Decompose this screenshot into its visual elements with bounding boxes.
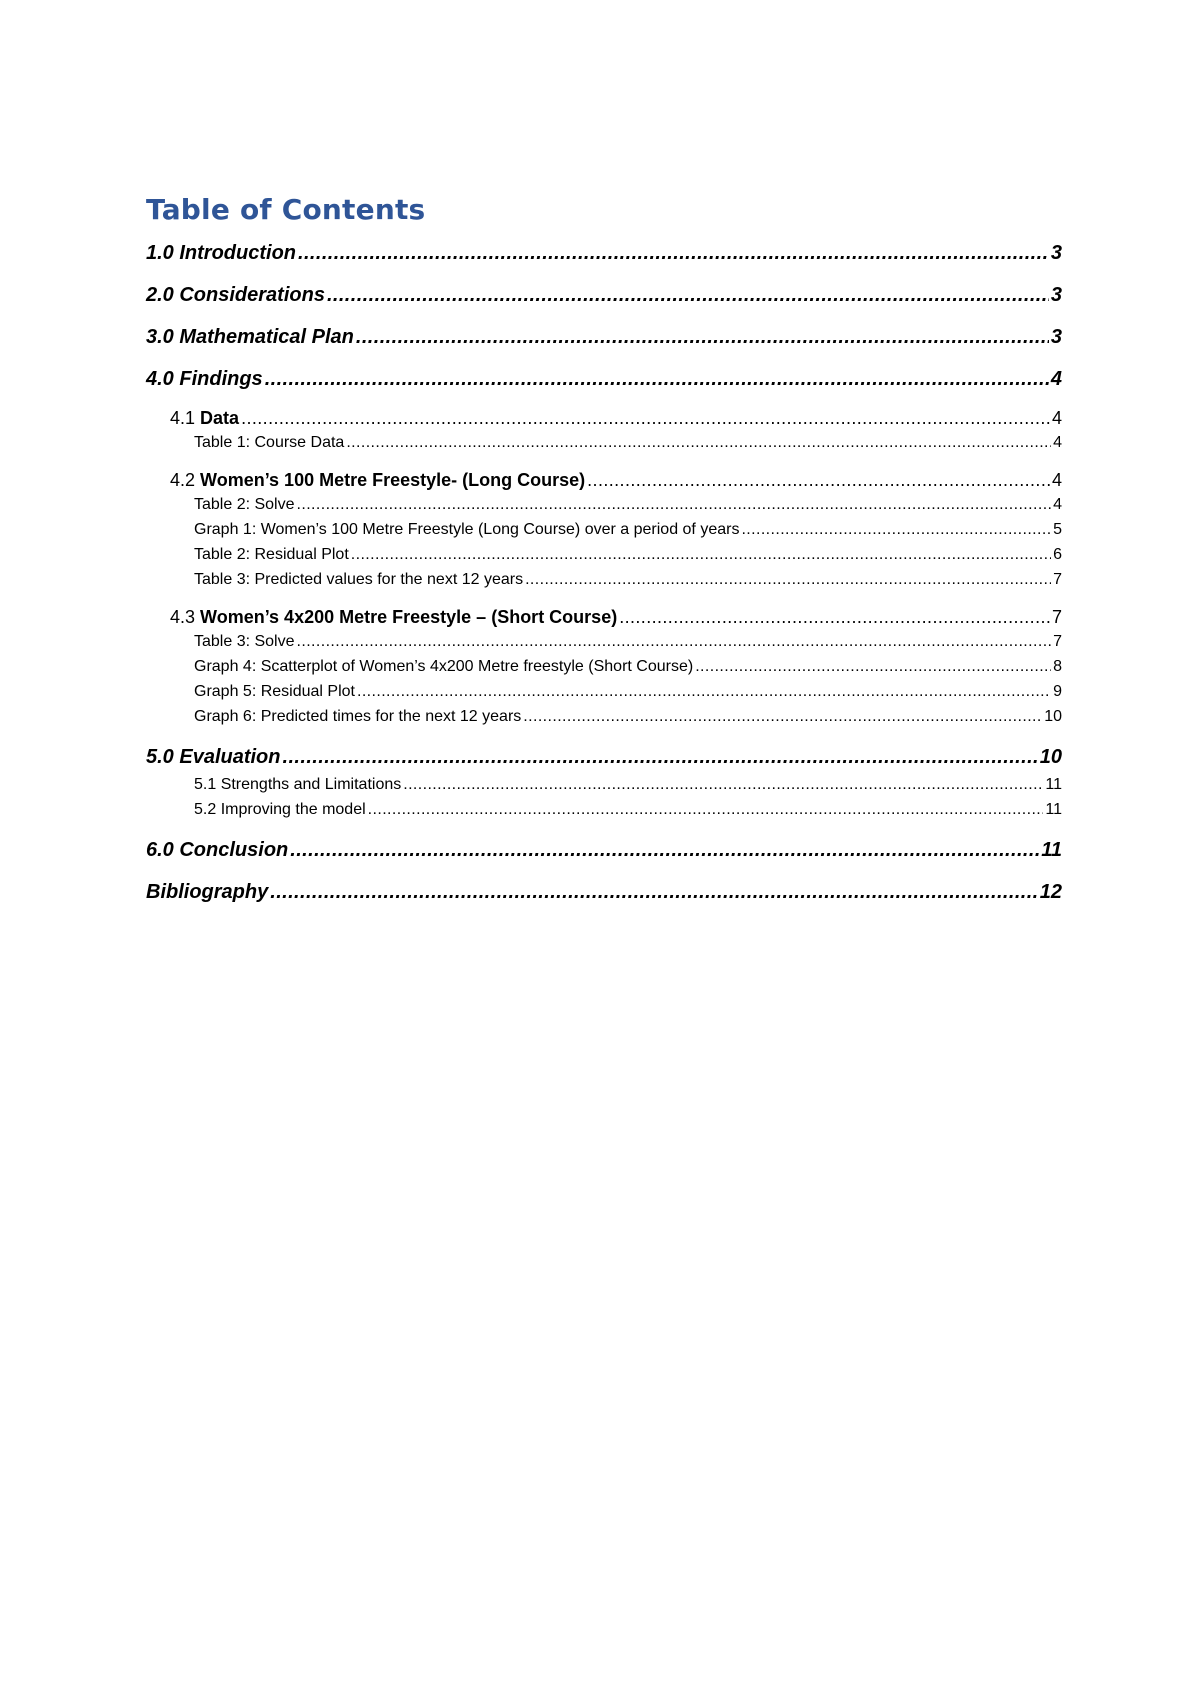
toc-entry-graph-6[interactable] xyxy=(146,706,1062,728)
toc-entry-page: 7 xyxy=(1051,607,1062,627)
toc-entry-label: Women’s 100 Metre Freestyle- (Long Course) xyxy=(200,470,586,490)
toc-leader-dots xyxy=(327,282,1049,308)
toc-leader-dots xyxy=(283,744,1038,770)
toc-entry-strengths-limitations[interactable] xyxy=(146,774,1062,796)
toc-leader-dots xyxy=(346,432,1051,454)
toc-leader-dots xyxy=(525,569,1051,591)
toc-entry-table-3-predicted-values[interactable] xyxy=(146,569,1062,591)
toc-leader-dots xyxy=(351,544,1051,566)
toc-entry-considerations[interactable] xyxy=(146,282,1062,308)
toc-leader-dots xyxy=(587,468,1050,492)
toc-entry-title: Table 2: Residual Plot xyxy=(194,546,349,563)
toc-entry-mathematical-plan[interactable] xyxy=(146,324,1062,350)
toc-entry-title: Graph 4: Scatterplot of Women’s 4x200 Metre freestyle (Short Course) xyxy=(194,658,694,675)
toc-entry-title: Table 3: Solve xyxy=(194,633,295,650)
toc-entry-title: Table 2: Solve xyxy=(194,496,295,513)
toc-entry-page: 10 xyxy=(1039,746,1062,768)
toc-entry-title: 6.0 Conclusion xyxy=(146,839,289,861)
toc-entry-title: Bibliography xyxy=(146,881,269,903)
toc-entry-title xyxy=(170,406,239,430)
toc-entry-page: 4 xyxy=(1051,470,1062,490)
toc-leader-dots xyxy=(297,494,1052,516)
toc-entry-page: 11 xyxy=(1045,801,1062,818)
toc-entry-table-1-course-data[interactable] xyxy=(146,432,1062,454)
toc-entry-page: 3 xyxy=(1050,242,1062,264)
toc-entry-label: Women’s 4x200 Metre Freestyle – (Short Course) xyxy=(200,607,618,627)
toc-entry-graph-4[interactable] xyxy=(146,656,1062,678)
toc-leader-dots xyxy=(265,366,1049,392)
toc-entry-introduction[interactable] xyxy=(146,240,1062,266)
toc-entry-page: 4 xyxy=(1053,496,1062,513)
toc-entry-title: Graph 5: Residual Plot xyxy=(194,683,355,700)
toc-leader-dots xyxy=(695,656,1051,678)
toc-leader-dots xyxy=(241,406,1050,430)
toc-entry-page: 4 xyxy=(1053,434,1062,451)
toc-entry-page: 10 xyxy=(1044,708,1062,725)
toc-leader-dots xyxy=(357,681,1051,703)
toc-entry-findings[interactable] xyxy=(146,366,1062,392)
toc-entry-title: Table 1: Course Data xyxy=(194,434,345,451)
toc-entry-page: 8 xyxy=(1053,658,1062,675)
toc-leader-dots xyxy=(290,837,1039,863)
toc-entry-title: 3.0 Mathematical Plan xyxy=(146,326,354,348)
toc-entry-title xyxy=(170,468,585,492)
toc-entry-improving-model[interactable] xyxy=(146,799,1062,821)
toc-entry-table-2-solve[interactable] xyxy=(146,494,1062,516)
toc-entry-page: 5 xyxy=(1053,521,1062,538)
toc-leader-dots xyxy=(298,240,1049,266)
toc-entry-data[interactable] xyxy=(146,406,1062,430)
toc-entry-table-3-solve[interactable] xyxy=(146,631,1062,653)
toc-entry-title: 4.0 Findings xyxy=(146,368,263,390)
toc-entry-page: 11 xyxy=(1041,839,1062,861)
toc-entry-number: 4.2 xyxy=(170,470,196,490)
toc-entry-label: Data xyxy=(200,408,240,428)
toc-entry-page: 7 xyxy=(1053,633,1062,650)
toc-entry-page: 11 xyxy=(1045,776,1062,793)
toc-leader-dots xyxy=(368,799,1044,821)
table-of-contents xyxy=(146,192,1062,905)
toc-leader-dots xyxy=(403,774,1043,796)
toc-leader-dots xyxy=(356,324,1049,350)
toc-entry-page: 4 xyxy=(1051,408,1062,428)
toc-entry-title: Table 3: Predicted values for the next 12 years xyxy=(194,571,524,588)
toc-entry-womens-100m-freestyle[interactable] xyxy=(146,468,1062,492)
toc-entry-title: 1.0 Introduction xyxy=(146,242,296,264)
toc-leader-dots xyxy=(523,706,1042,728)
toc-entry-title: 5.0 Evaluation xyxy=(146,746,281,768)
toc-entry-title xyxy=(170,605,617,629)
toc-heading: Table of Contents xyxy=(146,193,426,226)
toc-entry-title: Graph 6: Predicted times for the next 12 years xyxy=(194,708,522,725)
toc-entry-page: 12 xyxy=(1039,881,1062,903)
toc-entry-title: Graph 1: Women’s 100 Metre Freestyle (Long Course) over a period of years xyxy=(194,521,740,538)
toc-entry-table-2-residual-plot[interactable] xyxy=(146,544,1062,566)
toc-entry-title: 5.1 Strengths and Limitations xyxy=(194,776,402,793)
toc-entry-number: 4.3 xyxy=(170,607,196,627)
toc-entry-evaluation[interactable] xyxy=(146,744,1062,770)
toc-entry-conclusion[interactable] xyxy=(146,837,1062,863)
toc-entry-title: 5.2 Improving the model xyxy=(194,801,366,818)
toc-entry-page: 3 xyxy=(1050,326,1062,348)
toc-entry-page: 7 xyxy=(1053,571,1062,588)
toc-entry-womens-4x200m-freestyle[interactable] xyxy=(146,605,1062,629)
toc-leader-dots xyxy=(297,631,1052,653)
toc-entry-page: 9 xyxy=(1053,683,1062,700)
toc-leader-dots xyxy=(270,879,1038,905)
toc-entry-number: 4.1 xyxy=(170,408,196,428)
toc-entry-graph-5[interactable] xyxy=(146,681,1062,703)
toc-entry-title: 2.0 Considerations xyxy=(146,284,325,306)
toc-entry-page: 6 xyxy=(1053,546,1062,563)
toc-entry-page: 4 xyxy=(1050,368,1062,390)
toc-entry-bibliography[interactable] xyxy=(146,879,1062,905)
toc-leader-dots xyxy=(619,605,1050,629)
toc-entry-graph-1[interactable] xyxy=(146,519,1062,541)
toc-leader-dots xyxy=(741,519,1051,541)
toc-entry-page: 3 xyxy=(1050,284,1062,306)
